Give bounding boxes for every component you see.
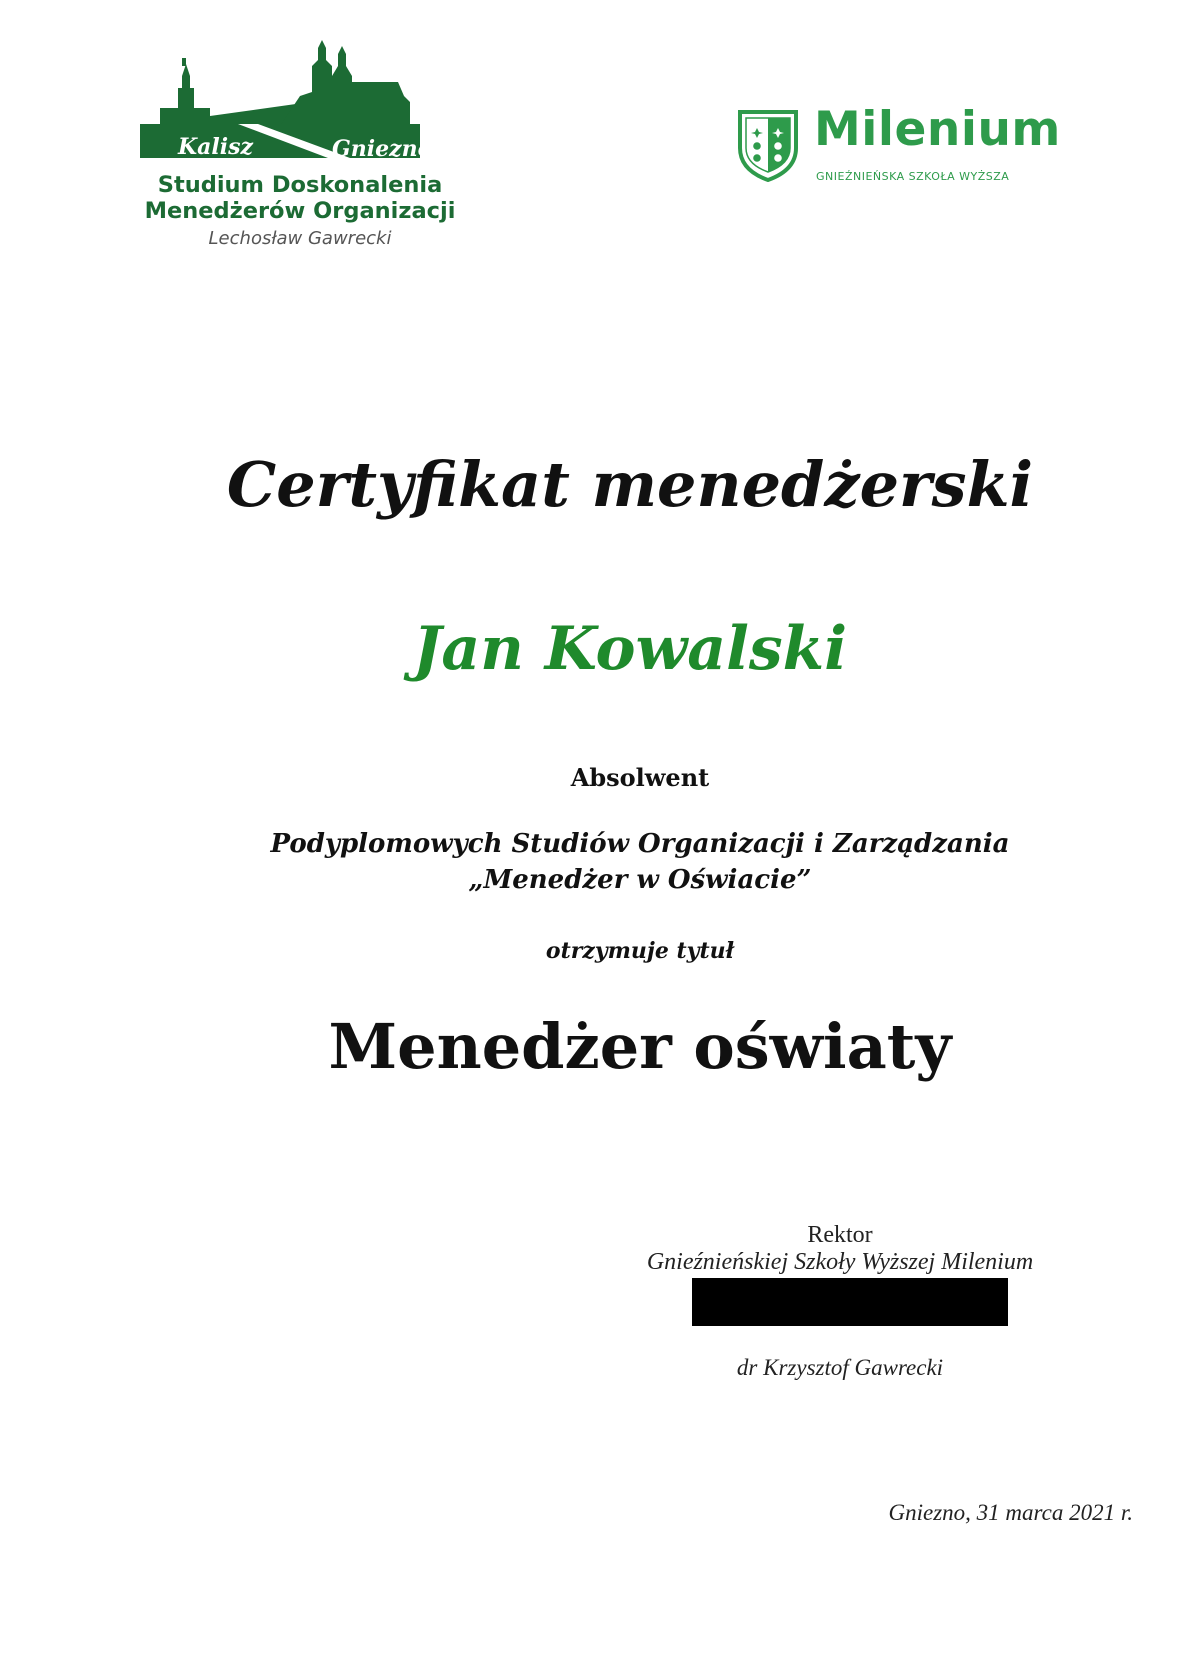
rector-name: dr Krzysztof Gawrecki	[736, 1355, 944, 1380]
certificate-title: Certyfikat menedżerski	[226, 448, 1034, 521]
shield-crest-icon	[734, 108, 802, 182]
studium-name-line1: Studium Doskonalenia	[157, 172, 443, 198]
rector-institution: Gnieźnieńskiej Szkoły Wyższej Milenium	[646, 1249, 1034, 1275]
receives-title-label: otrzymuje tytuł	[545, 938, 735, 964]
recipient-name: Jan Kowalski	[412, 614, 848, 684]
place-and-date: Gniezno, 31 marca 2021 r.	[888, 1500, 1133, 1525]
gniezno-label: Gniezno	[332, 136, 433, 162]
studium-logo	[120, 36, 480, 256]
milenium-subtitle: GNIEŹNIEŃSKA SZKOŁA WYŻSZA	[816, 170, 1010, 183]
milenium-name: Milenium	[814, 102, 1061, 157]
graduate-label: Absolwent	[570, 763, 710, 792]
studium-author: Lechosław Gawrecki	[208, 228, 392, 249]
studium-name-line2: Menedżerów Organizacji	[144, 198, 456, 224]
signature-redaction	[692, 1278, 1008, 1326]
awarded-title: Menedżer oświaty	[328, 1010, 952, 1083]
program-name-line1: Podyplomowych Studiów Organizacji i Zarządzania	[270, 829, 1010, 859]
milenium-logo	[728, 102, 1088, 195]
rector-role: Rektor	[807, 1222, 873, 1248]
kalisz-label: Kalisz	[178, 134, 253, 160]
program-name-line2: „Menedżer w Oświacie”	[468, 865, 812, 895]
